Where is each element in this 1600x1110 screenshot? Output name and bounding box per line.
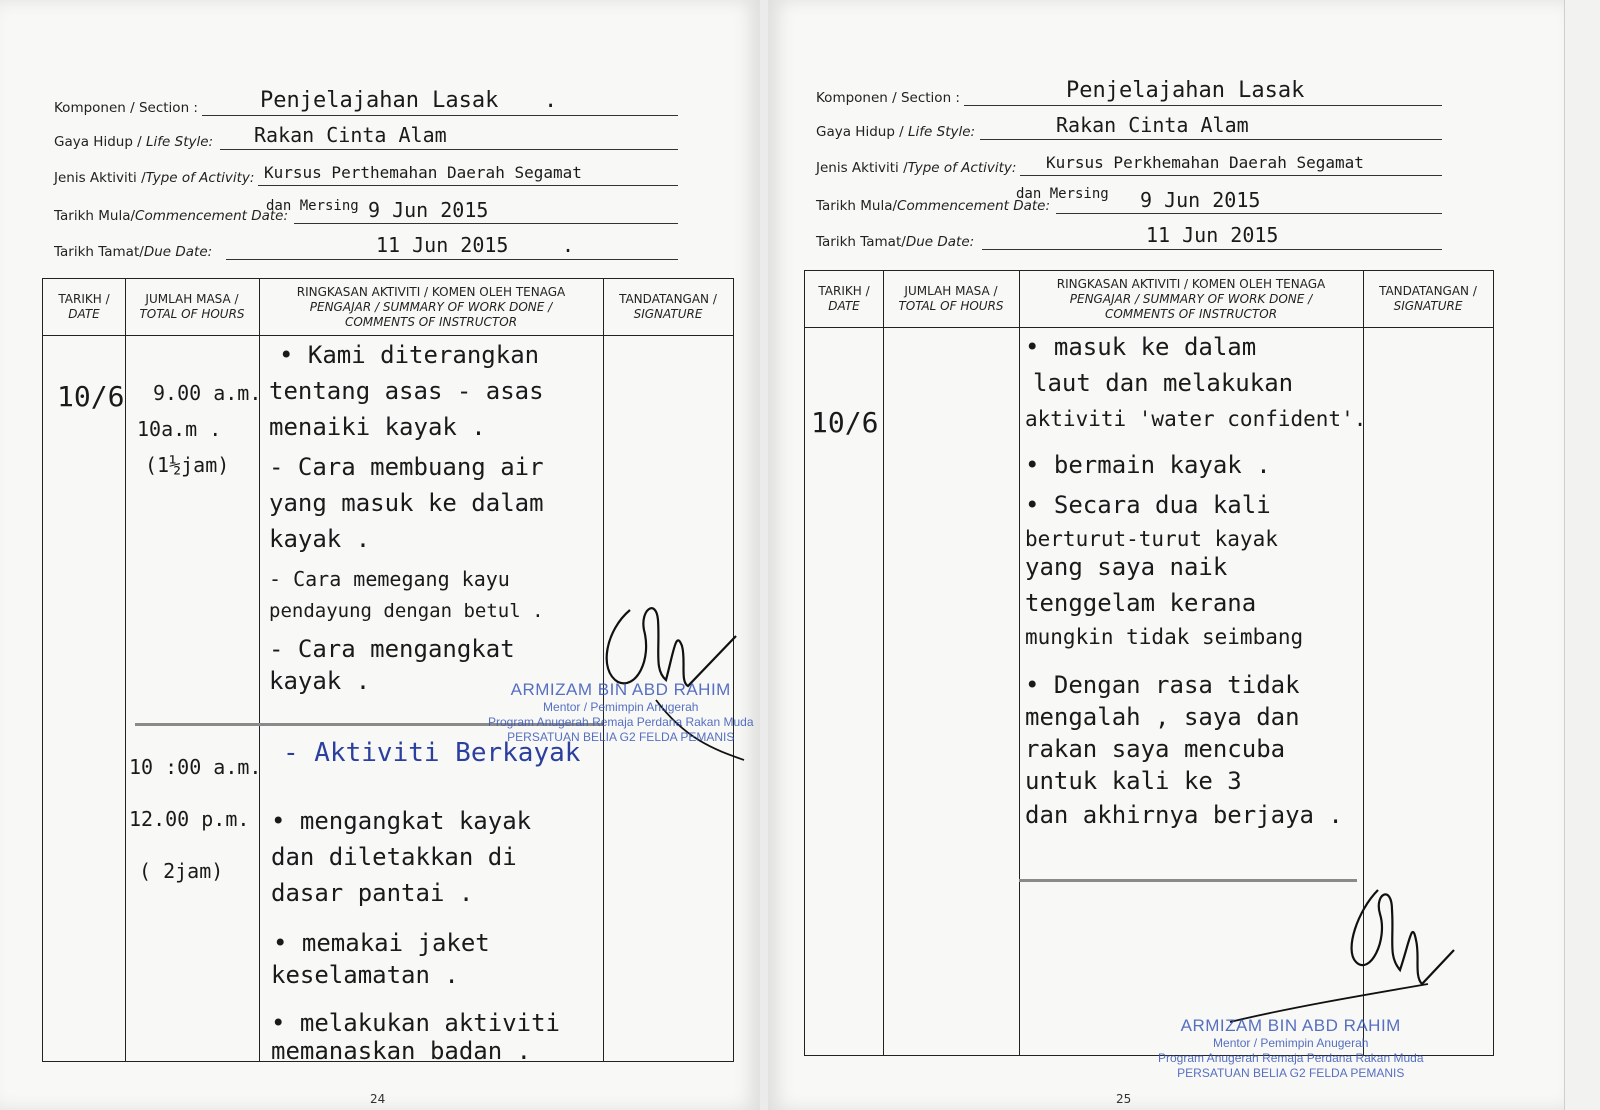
lifestyle-field <box>54 122 678 152</box>
lifestyle-label-a: Gaya Hidup / <box>54 134 147 150</box>
header-summary: RINGKASAN AKTIVITI / KOMEN OLEH TENAGA PENGAJAR / SUMMARY OF WORK DONE / COMMENTS OF INSTRUCTOR <box>296 284 566 329</box>
lifestyle-value-right: Rakan Cinta Alam <box>1056 113 1249 137</box>
activity-value-line2: dan Mersing <box>266 198 359 214</box>
table-header-right: TARIKH / DATE JUMLAH MASA / TOTAL OF HOURS RINGKASAN AKTIVITI / KOMEN OLEH TENAGA PENGAJAR / SUMMARY OF WORK DONE / COMMENTS OF INSTRUCTOR TANDATANGAN / SIGNATURE <box>805 271 1493 328</box>
end-date-field <box>54 232 678 262</box>
end-date-field-right: Tarikh Tamat/Due Date: 11 Jun 2015 <box>816 222 1442 252</box>
header-date: TARIKH / DATE <box>58 292 110 321</box>
left-page <box>0 0 760 1110</box>
header-hours: JUMLAH MASA / TOTAL OF HOURS <box>139 292 245 321</box>
page-number-right: 25 <box>1116 1092 1132 1106</box>
right-page <box>768 0 1564 1110</box>
section-mark: . <box>544 88 558 113</box>
start-label-b: Commencement Date: <box>135 208 289 224</box>
instructor-stamp-right: ARMIZAM BIN ABD RAHIM Mentor / Pemimpin Anugerah Program Anugerah Remaja Perdana Rakan Muda PERSATUAN BELIA G2 FELDA PEMANIS <box>1158 1016 1424 1080</box>
section-field-right: Komponen / Section : Penjelajahan Lasak <box>816 78 1442 108</box>
slot2-notes: • mengangkat kayak dan diletakkan di dasar pantai . • memakai jaket keselamatan . • melakukan aktiviti memanaskan badan . <box>271 807 560 1065</box>
date-entry-right: 10/6 <box>811 406 879 439</box>
slot2-heading: - Aktiviti Berkayak <box>283 738 581 768</box>
stamp-name: ARMIZAM BIN ABD RAHIM <box>510 680 731 699</box>
slot1-notes: • Kami diterangkan tentang asas - asas menaiki kayak . - Cara membuang air yang masuk ke dalam kayak . - Cara memegang kayu pendayung dengan betul . - Cara mengangkat kayak . <box>269 341 544 695</box>
header-signature: TANDATANGAN / SIGNATURE <box>619 292 717 321</box>
stamp-role: Mentor / Pemimpin Anugerah <box>543 700 699 714</box>
activity-label-a: Jenis Aktiviti / <box>54 170 146 186</box>
hours-slot-1: 9.00 a.m. 10a.m . (1½jam) <box>137 381 262 477</box>
instructor-signature-right <box>1228 880 1458 1030</box>
date-entry: 10/6 <box>57 380 125 413</box>
section-field <box>54 88 678 118</box>
right-notes: • masuk ke dalam laut dan melakukan aktiviti 'water confident'. • bermain kayak . • Secara dua kali berturut-turut kayak yang saya naik tenggelam kerana mungkin tidak seimbang • Dengan rasa tidak mengalah , saya dan rakan saya mencuba untuk kali ke 3 dan akhirnya berjaya . <box>1025 333 1367 829</box>
end-label-a: Tarikh Tamat/ <box>54 244 144 260</box>
activity-label-b: Type of Activity: <box>145 170 255 186</box>
activity-value-right-line2: dan Mersing <box>1016 186 1109 202</box>
activity-value: Kursus Perthemahan Daerah Segamat <box>264 163 582 182</box>
start-date-field <box>54 196 678 226</box>
section-label: Komponen / Section : <box>54 100 198 116</box>
section-value-right: Penjelajahan Lasak <box>1066 78 1305 103</box>
start-label-a: Tarikh Mula/ <box>54 208 136 224</box>
lifestyle-value: Rakan Cinta Alam <box>254 123 447 147</box>
lifestyle-label-b: Life Style: <box>146 134 214 150</box>
next-page-edge <box>1564 0 1600 1110</box>
start-date-value: 9 Jun 2015 <box>368 198 489 222</box>
hours-slot-2: 10 :00 a.m. 12.00 p.m. ( 2jam) <box>129 755 262 883</box>
page-number-left: 24 <box>370 1092 386 1106</box>
end-date-value: 11 Jun 2015 <box>376 233 509 257</box>
stamp-org: PERSATUAN BELIA G2 FELDA PEMANIS <box>507 730 735 744</box>
end-label-b: Due Date: <box>143 244 213 260</box>
start-date-field-right: Tarikh Mula/Commencement Date: dan Mersing 9 Jun 2015 <box>816 186 1442 216</box>
section-value: Penjelajahan Lasak <box>260 88 499 113</box>
end-date-mark: . <box>562 233 575 257</box>
activity-field-right: Jenis Aktiviti /Type of Activity: Kursus Perkhemahan Daerah Segamat <box>816 148 1534 178</box>
instructor-stamp-left <box>488 680 754 745</box>
start-date-value-right: 9 Jun 2015 <box>1140 188 1261 212</box>
activity-value-right: Kursus Perkhemahan Daerah Segamat <box>1046 153 1364 172</box>
stamp-program: Program Anugerah Remaja Perdana Rakan Muda <box>488 715 754 729</box>
activity-field <box>54 158 678 188</box>
table-header <box>43 279 733 336</box>
end-date-value-right: 11 Jun 2015 <box>1146 223 1279 247</box>
lifestyle-field-right: Gaya Hidup / Life Style: Rakan Cinta Alam <box>816 112 1442 142</box>
